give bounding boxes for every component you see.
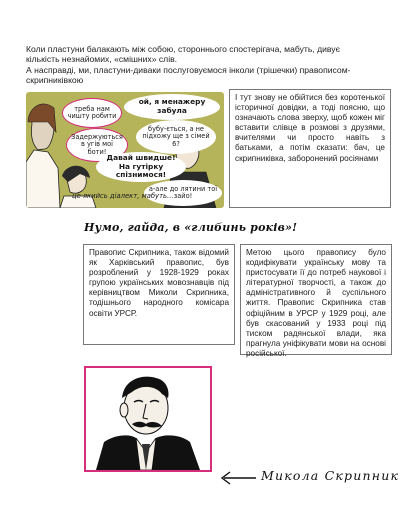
speech-bubble-3: бубу-ється, а не підхожу ще з сімей 6? — [136, 120, 216, 154]
speech-bubble-4: Задержуються в угів мої боти! — [66, 128, 128, 162]
purpose-box: Метою цього правопису було кодифікувати українську мову та пристосувати її до потреб наукової і літературної творчості, а також до адміністративного й суспільного життя. Правопис Скрипника став офіційним в УРСР у 1929 році, але був скасований у 1933 році під тиском радянської влади, яка прагнула уніфікувати мови на основі російської. — [240, 244, 392, 355]
explanation-box: І тут знову не обійтися без коротенької історичної довідки, а тоді поясню, що означають слова зверху, щоб кожен міг вставити слівце в розмові з друзями, вчителями чи просто навіть з батьками, а потім сказати: бач, це скрипниківка, заборонений росіянами — [229, 89, 391, 208]
speech-bubble-6: а-але до лятини тої зайо! — [144, 180, 222, 206]
arrow-left-icon — [218, 470, 258, 486]
comic-panel — [26, 92, 224, 208]
intro-line-2: А насправді, ми, пластуни-диваки послуговуємося інколи (трішечки) правописом-скрипниківкою — [26, 64, 351, 86]
girl-figure-left — [26, 104, 60, 208]
speech-bubble-1: треба нам чишту робити — [62, 98, 122, 128]
intro-line-1: Коли пластуни балакають між собою, стороннього спостерігача, мабуть, дивує кількість незнайомих, «смішних» слів. — [26, 44, 340, 65]
intro-text — [26, 44, 366, 86]
comic-caption: це якийсь діалект, мабуть... — [72, 192, 174, 200]
history-box: Правопис Скрипника, також відомий як Харківський правопис, був розроблений у 1928-1929 роках групою українських мовознавців під керівництвом Миколи Скрипника, тодішнього народного комісара освіти УРСР. — [83, 244, 235, 345]
speech-bubble-5: Давай швидше! На гутірку спізнимося! — [96, 152, 186, 182]
girl-figure-bottom — [60, 166, 96, 208]
portrait-name: Микола Скрипник — [261, 468, 400, 483]
speech-bubble-2: ой, я менажеру забула — [124, 94, 220, 120]
skrypnyk-portrait — [86, 368, 210, 470]
portrait-frame — [84, 366, 212, 472]
section-heading: Нумо, гайда, в «глибинь років»! — [84, 221, 298, 234]
